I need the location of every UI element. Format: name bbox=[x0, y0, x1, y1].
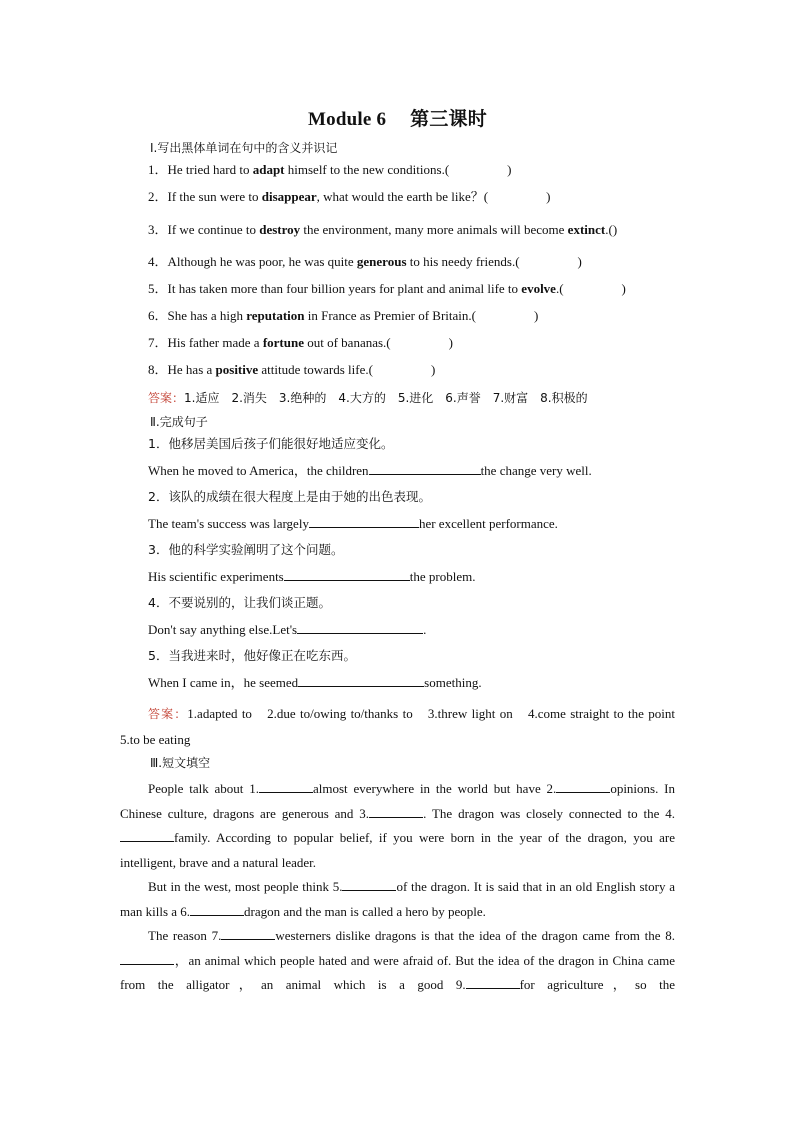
question-text: His father made a bbox=[167, 335, 263, 350]
bold-keyword: extinct bbox=[567, 222, 606, 237]
fill-blank[interactable] bbox=[284, 568, 410, 581]
passage-blank[interactable] bbox=[190, 904, 244, 916]
question-text: , what would the earth be like？( bbox=[316, 189, 489, 204]
passage-text: opinions. In Chinese culture, dragons are generous and 3. bbox=[120, 781, 676, 821]
question-number: 1． bbox=[148, 162, 168, 177]
sentence-start: His scientific experiments bbox=[148, 569, 284, 584]
question-text: If we continue to bbox=[167, 222, 260, 237]
passage-blank[interactable] bbox=[120, 830, 174, 842]
close-paren: ) bbox=[533, 308, 539, 323]
question-text: He tried hard to bbox=[167, 162, 253, 177]
vocab-question bbox=[120, 254, 675, 270]
sentence-end: her excellent performance. bbox=[418, 516, 558, 531]
vocab-question bbox=[120, 335, 675, 351]
bold-keyword: adapt bbox=[252, 162, 285, 177]
question-number: 6． bbox=[148, 308, 168, 323]
section-2-answer bbox=[120, 701, 688, 753]
sentence-end: . bbox=[423, 622, 427, 637]
sentence-start: Don't say anything else.Let's bbox=[148, 622, 298, 637]
fill-blank[interactable] bbox=[369, 462, 481, 475]
question-number: 5． bbox=[148, 281, 168, 296]
passage-blank[interactable] bbox=[221, 928, 275, 940]
question-text: She has a high bbox=[167, 308, 247, 323]
bold-keyword: destroy bbox=[259, 222, 301, 237]
question-text: .( bbox=[555, 281, 564, 296]
chinese-prompt: 3．他的科学实验阐明了这个问题。 bbox=[148, 542, 344, 557]
answer-text: 1.适应 2.消失 3.绝种的 4.大方的 5.进化 6.声誉 7.财富 8.积极的 bbox=[184, 391, 588, 405]
passage-text: westerners dislike dragons is that the idea of the dragon came from the 8. bbox=[275, 928, 675, 943]
question-number: 2． bbox=[148, 189, 168, 204]
fill-blank[interactable] bbox=[297, 621, 423, 634]
bold-keyword: evolve bbox=[521, 281, 556, 296]
passage-text: ，an animal which people hated and were afraid of. But the idea of the dragon in China came from the alligator，an animal which is a good 9. bbox=[120, 952, 675, 992]
question-text: Although he was poor, he was quite bbox=[167, 254, 357, 269]
section-1-answer bbox=[120, 389, 675, 406]
passage-blank[interactable] bbox=[466, 977, 520, 989]
question-number: 3． bbox=[148, 222, 168, 237]
english-sentence bbox=[120, 462, 675, 479]
passage-text: People talk about 1. bbox=[148, 781, 259, 796]
passage-paragraph-1 bbox=[120, 777, 675, 875]
passage-paragraph-3 bbox=[120, 924, 675, 998]
passage-text: . The dragon was closely connected to the 4. bbox=[423, 805, 675, 821]
vocab-question bbox=[120, 162, 675, 178]
question-text: out of bananas.( bbox=[303, 335, 391, 350]
passage-text: dragon and the man is called a hero by people. bbox=[244, 903, 486, 919]
question-text: in France as Premier of Britain.( bbox=[304, 308, 476, 323]
bold-keyword: generous bbox=[356, 254, 407, 269]
question-text: If the sun were to bbox=[167, 189, 262, 204]
close-paren: ) bbox=[430, 362, 436, 377]
passage-text: But in the west, most people think 5. bbox=[148, 879, 343, 894]
vocab-question bbox=[120, 308, 675, 324]
page-title bbox=[120, 104, 675, 131]
bold-keyword: reputation bbox=[246, 308, 305, 323]
close-paren: ) bbox=[612, 222, 618, 237]
question-text: himself to the new conditions.( bbox=[284, 162, 450, 177]
answer-label: 答案： bbox=[148, 391, 185, 405]
sentence-end: something. bbox=[424, 675, 482, 690]
passage-paragraph-2 bbox=[120, 875, 675, 924]
question-text: He has a bbox=[167, 362, 216, 377]
chinese-prompt: 5．当我进来时，他好像正在吃东西。 bbox=[148, 648, 356, 663]
chinese-prompt: 2．该队的成绩在很大程度上是由于她的出色表现。 bbox=[148, 489, 431, 504]
question-number: 7． bbox=[148, 335, 168, 350]
english-sentence bbox=[120, 515, 675, 532]
question-text: to his needy friends.( bbox=[406, 254, 520, 269]
lesson-label: 第三课时 bbox=[410, 109, 487, 130]
module-label: Module 6 bbox=[308, 109, 387, 130]
close-paren: ) bbox=[507, 162, 512, 177]
answer-text: 1.adapted to 2.due to/owing to/thanks to 3.threw light on 4.come straight to the point 5.to be eating bbox=[120, 706, 688, 747]
question-text: the environment, many more animals will become bbox=[300, 222, 568, 237]
passage-blank[interactable] bbox=[342, 879, 396, 891]
sentence-start: When he moved to America，the children bbox=[148, 463, 369, 478]
english-sentence bbox=[120, 674, 675, 691]
sentence-start: The team's success was largely bbox=[148, 516, 309, 531]
passage-blank[interactable] bbox=[556, 781, 610, 793]
bold-keyword: positive bbox=[215, 362, 259, 377]
sentence-end: the change very well. bbox=[480, 463, 592, 478]
fill-blank[interactable] bbox=[309, 515, 419, 528]
question-text: .( bbox=[605, 222, 613, 237]
close-paren: ) bbox=[621, 281, 626, 296]
section-2-list bbox=[120, 436, 675, 691]
sentence-end: the problem. bbox=[409, 569, 476, 584]
passage-text: of the dragon. It is said that in an old English story a man kills a 6. bbox=[120, 879, 676, 919]
passage-blank[interactable] bbox=[120, 953, 174, 965]
answer-label: 答案： bbox=[148, 707, 188, 721]
fill-blank[interactable] bbox=[298, 674, 424, 687]
section-1-list bbox=[120, 162, 675, 378]
vocab-question bbox=[120, 216, 675, 243]
passage-text: almost everywhere in the world but have 2. bbox=[313, 781, 557, 796]
close-paren: ) bbox=[448, 335, 453, 350]
vocab-question bbox=[120, 362, 675, 378]
english-sentence bbox=[120, 568, 675, 585]
question-text: It has taken more than four billion years for plant and animal life to bbox=[167, 281, 522, 296]
close-paren: ) bbox=[577, 254, 582, 269]
question-number: 4． bbox=[148, 254, 168, 269]
question-text: attitude towards life.( bbox=[258, 362, 373, 377]
close-paren: ) bbox=[546, 189, 551, 204]
vocab-question bbox=[120, 281, 675, 297]
passage-blank[interactable] bbox=[369, 806, 423, 818]
section-1-heading: Ⅰ.写出黑体单词在句中的含义并识记 bbox=[150, 141, 338, 155]
section-2-heading: Ⅱ.完成句子 bbox=[150, 415, 208, 429]
question-number: 8． bbox=[148, 362, 168, 377]
bold-keyword: fortune bbox=[262, 335, 304, 350]
bold-keyword: disappear bbox=[261, 189, 317, 204]
passage-text: family. According to popular belief, if you were born in the year of the dragon, you are intelligent, brave and a natural leader. bbox=[120, 830, 675, 870]
passage-text: for agriculture，so the bbox=[519, 977, 676, 992]
passage-blank[interactable] bbox=[259, 781, 313, 793]
passage-text: The reason 7. bbox=[148, 928, 222, 943]
english-sentence bbox=[120, 621, 675, 638]
vocab-question bbox=[120, 189, 675, 205]
worksheet-page bbox=[120, 104, 688, 998]
chinese-prompt: 1．他移居美国后孩子们能很好地适应变化。 bbox=[148, 436, 394, 451]
sentence-start: When I came in，he seemed bbox=[148, 675, 299, 690]
section-3-heading: Ⅲ.短文填空 bbox=[150, 756, 211, 770]
chinese-prompt: 4．不要说别的，让我们谈正题。 bbox=[148, 595, 331, 610]
